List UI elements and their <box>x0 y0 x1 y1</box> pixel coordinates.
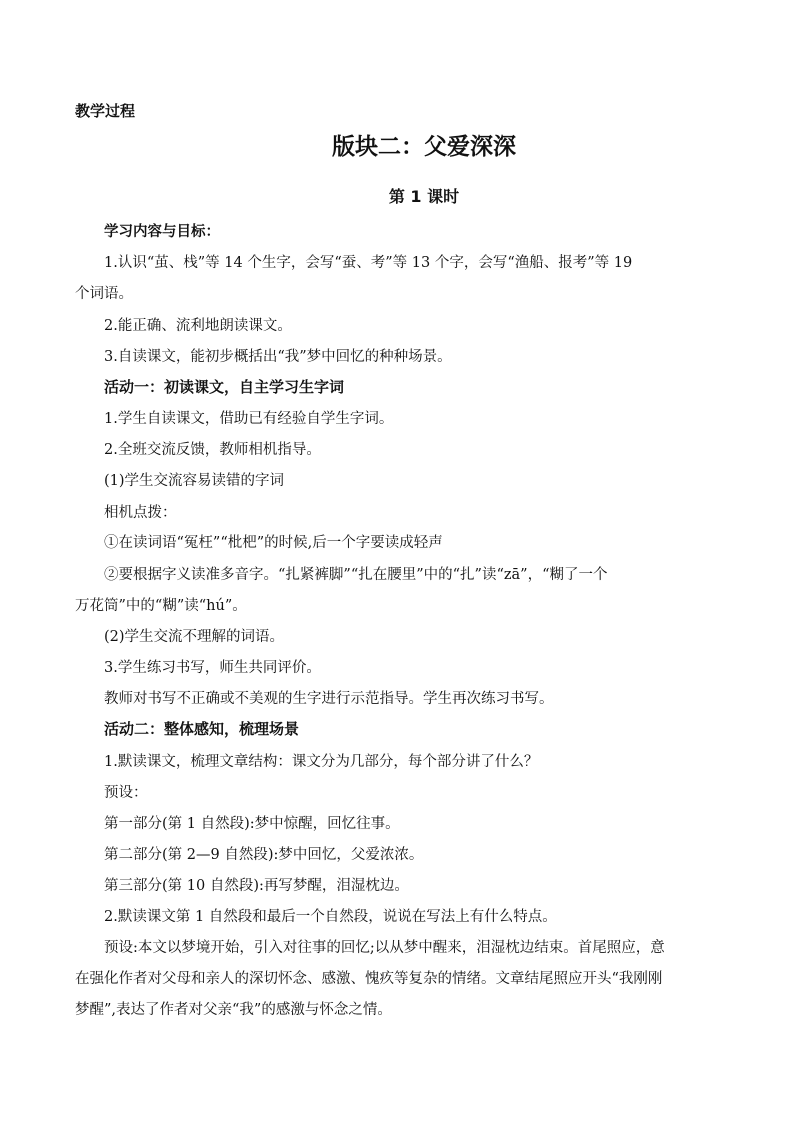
page-title: 版块二：父爱深深 <box>332 134 516 160</box>
activity-1-line: (2)学生交流不理解的词语。 <box>104 629 285 645</box>
activity-2-line: 2.默读课文第 1 自然段和最后一个自然段，说说在写法上有什么特点。 <box>104 909 557 925</box>
activity-2-line: 1.默读课文，梳理文章结构：课文分为几部分，每个部分讲了什么？ <box>104 754 539 770</box>
lesson-subtitle: 第 1 课时 <box>388 187 460 206</box>
activity-2-line: 第二部分(第 2—9 自然段):梦中回忆，父爱浓浓。 <box>104 847 424 863</box>
activity-1-line: 3.学生练习书写，师生共同评价。 <box>104 660 321 676</box>
activity-1-line: ①在读词语“冤枉”“枇杷”的时候,后一个字要读成轻声 <box>104 535 443 551</box>
goal-item-2: 2.能正确、流利地朗读课文。 <box>104 318 292 334</box>
goal-item-1: 1.认识“茧、栈”等 14 个生字，会写“蚕、考”等 13 个字，会写“渔船、报考”等 19 <box>104 255 633 271</box>
activity-1-line: ②要根据字义读准多音字。“扎紧裤脚”“扎在腰里”中的“扎”读“zā”，“糊了一个 <box>104 567 608 583</box>
goal-item-3: 3.自读课文，能初步概括出“我”梦中回忆的种种场景。 <box>104 349 452 365</box>
activity-2-line-cont: 梦醒”,表达了作者对父亲“我”的感激与怀念之情。 <box>75 1002 392 1018</box>
activity-1-line-cont: 万花筒”中的“糊”读“hú”。 <box>75 598 247 614</box>
activity-1-heading: 活动一：初读课文，自主学习生字词 <box>104 378 345 396</box>
activity-2-line: 第三部分(第 10 自然段):再写梦醒，泪湿枕边。 <box>104 878 409 894</box>
activity-1-line: (1)学生交流容易读错的字词 <box>104 473 285 489</box>
goal-item-1-cont: 个词语。 <box>75 286 133 302</box>
activity-1-line: 教师对书写不正确或不美观的生字进行示范指导。学生再次练习书写。 <box>104 691 554 707</box>
activity-2-line: 第一部分(第 1 自然段):梦中惊醒，回忆往事。 <box>104 816 400 832</box>
activity-2-line: 预设:本文以梦境开始，引入对往事的回忆;以从梦中醒来，泪湿枕边结束。首尾照应，意 <box>104 940 665 956</box>
activity-1-line: 1.学生自读课文，借助已有经验自学生字词。 <box>104 411 394 427</box>
activity-2-line: 预设： <box>104 785 148 801</box>
goals-heading: 学习内容与目标： <box>104 224 220 240</box>
activity-1-line: 相机点拨： <box>104 505 177 521</box>
section-label: 教学过程 <box>75 102 136 120</box>
activity-2-heading: 活动二：整体感知，梳理场景 <box>104 720 300 738</box>
activity-1-line: 2.全班交流反馈，教师相机指导。 <box>104 442 321 458</box>
activity-2-line-cont: 在强化作者对父母和亲人的深切怀念、感激、愧疚等复杂的情绪。文章结尾照应开头“我刚刚 <box>75 971 663 987</box>
